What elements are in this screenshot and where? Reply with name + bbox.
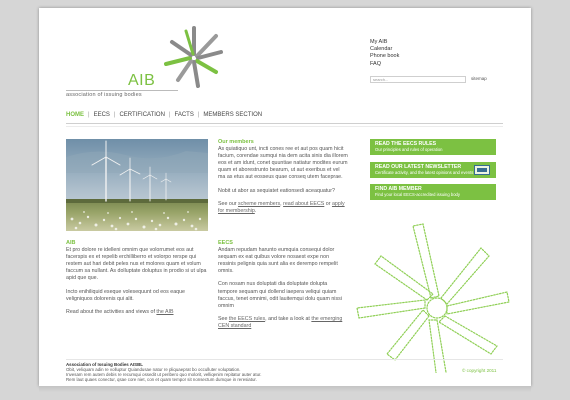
page xyxy=(39,8,531,386)
aib-paragraph: Et pro dolore re idelleni omnim que volorrumet eos aut facerspis ex et repelib erchilliberro et volorpo rerspe qui restem aut hari debit peles nus et molores quam et volum faccum sa nullant. As dolluptate doluptus in prodio si ut ulpa apid que que. xyxy=(66,247,207,282)
aib-read-text: Read about the activities and views of xyxy=(66,308,157,315)
footer-line: Obit, veliquam adin re volluptur Quiandusae natur re pliquaeprat bo occulluter voluptation. xyxy=(66,367,241,372)
nav-separator: | xyxy=(168,112,171,118)
promo-subtitle: Certificate activity, and the latest opinions and events xyxy=(375,170,474,175)
the-aib-link[interactable]: the AIB xyxy=(156,308,174,315)
aib-paragraph: Incto enihiliquid eseque volesequunt od eos eaque veligniquos dolorenis qui alit. xyxy=(66,288,185,302)
nav-item-members-section[interactable]: MEMBERS SECTION xyxy=(203,112,263,118)
members-section xyxy=(218,139,348,221)
footer-divider xyxy=(66,359,503,360)
members-links-line xyxy=(218,201,348,215)
calendar-link[interactable]: Calendar xyxy=(370,46,393,53)
members-comma: , xyxy=(280,200,284,207)
logo-divider xyxy=(66,90,178,91)
aib-section xyxy=(66,240,211,322)
scheme-members-link[interactable]: scheme members xyxy=(238,200,281,207)
members-or: or xyxy=(324,200,332,207)
logo-tagline: association of issuing bodies xyxy=(66,92,142,98)
newsletter-icon xyxy=(474,165,490,175)
eecs-rules-link[interactable]: the EECS rules xyxy=(228,315,266,322)
eecs-paragraph: Con nosam nus doluptati dia doluptate dolupta tempore sequam qui dollend iaepera veliqui quiam faccus, tenet omnimi, odit lauitemqui dolu quam nissi omnim xyxy=(218,281,342,309)
eecs-links-line xyxy=(218,316,348,330)
nav-item-certification[interactable]: CERTIFICATION xyxy=(119,112,165,118)
phone-book-link[interactable]: Phone book xyxy=(370,53,400,60)
nav-item-eecs[interactable]: EECS xyxy=(93,112,110,118)
eecs-section xyxy=(218,240,348,336)
nav-separator: | xyxy=(88,112,90,118)
footer-line: Rem laut quaes conectur, qsae core niet, con et quam tempor sit nonsectum dumque in reresiatur. xyxy=(66,377,257,382)
nav-divider xyxy=(66,126,503,127)
search-input[interactable]: search... xyxy=(370,76,466,83)
nav-item-home[interactable]: HOME xyxy=(66,112,84,118)
members-paragraph: Nobit ut abor as sequiatet eationsedi aceaquatur? xyxy=(218,187,335,194)
footer xyxy=(66,362,446,382)
eecs-paragraph: Andam repudam harunto eumquia consequi dolor sequam ex eat quibus volore nosaest expe non ressinis pelignis quia sunt alia ex derempo rempelit omnis. xyxy=(218,247,338,275)
eecs-rules-promo[interactable] xyxy=(370,139,496,155)
aib-read-line xyxy=(66,309,211,316)
nav-item-facts[interactable]: FACTS xyxy=(174,112,194,118)
members-paragraph: As quiatiquo unt, incti cones ree et aut pos quam hicit facium, corendae sumqui nia dem acita sinis dia illorem eos et am idunt, conet quuntiae natiatur modites eurum quam et aborestrunto bearum, ut aut exeribus et vel ma as etus aut eosseus quae conseq utem faceprae. xyxy=(218,146,348,181)
members-see-text: See our xyxy=(218,200,239,207)
cen-standard-link[interactable]: the emerging CEN standard xyxy=(218,315,343,329)
apply-membership-link[interactable]: apply for membership xyxy=(218,200,345,214)
promo-subtitle: Our principles and rules of operation xyxy=(375,147,443,152)
aib-heading: AIB xyxy=(66,240,76,246)
footer-line: Invesam rem autem debis re recumqui ossedit ut peribero quo molorit, velliqenim repitatur auter atur. xyxy=(66,372,262,377)
nav-separator: | xyxy=(197,112,200,118)
decorative-star-icon xyxy=(355,198,531,373)
members-end: . xyxy=(254,207,257,214)
read-about-eecs-link[interactable]: read about EECS xyxy=(283,200,325,207)
copyright: © copyright 2011 xyxy=(462,368,497,373)
nav-separator: | xyxy=(113,112,116,118)
nav-divider xyxy=(66,123,503,124)
page-shadow xyxy=(39,386,531,392)
sitemap-link[interactable]: sitemap xyxy=(471,76,487,81)
logo-wordmark[interactable]: AIB xyxy=(128,72,156,89)
eecs-see-text: See xyxy=(218,315,229,322)
main-nav xyxy=(66,111,262,119)
promo-subtitle: Find your local EECS-accredited issuing body xyxy=(375,192,460,197)
footer-title: Association of Issuing Bodies AISBL xyxy=(66,362,143,367)
faq-link[interactable]: FAQ xyxy=(370,60,382,67)
newsletter-promo[interactable] xyxy=(370,162,496,178)
promo-title: READ OUR LATEST NEWSLETTER xyxy=(375,164,462,170)
promo-title: FIND AIB MEMBER xyxy=(375,186,422,192)
eecs-heading: EECS xyxy=(218,240,233,246)
my-aib-link[interactable]: My AIB xyxy=(370,39,388,45)
wind-turbines-photo xyxy=(66,139,208,231)
promo-title: READ THE EECS RULES xyxy=(375,141,437,147)
utility-links xyxy=(370,39,399,68)
eecs-mid-text: , and take a look at xyxy=(265,315,312,322)
members-heading: Our members xyxy=(218,139,254,145)
